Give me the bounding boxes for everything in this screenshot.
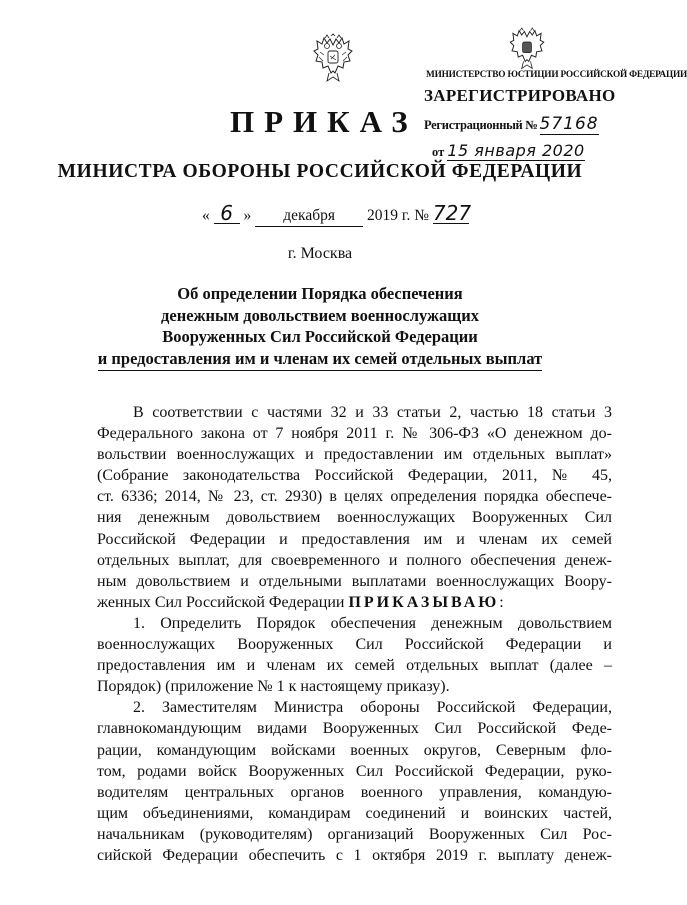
order-number: 727 (432, 201, 472, 225)
heading-line: денежным довольствием военнослужащих (161, 305, 479, 325)
date-open-quote: « (202, 207, 210, 224)
order-date-line (202, 201, 472, 227)
order-clause-suffix: : (499, 593, 504, 611)
body-line: сийской Федерации обеспечить с 1 октября 2019 г. выплату денеж- (97, 846, 612, 864)
order-year: 2019 г. (367, 207, 411, 224)
body-line: рации, командующим войсками военных округов, Северным фло- (97, 741, 612, 759)
body-line: отдельных выплат, для своевременного и полного обеспечения денеж- (97, 551, 612, 569)
body-line-order-clause (97, 592, 612, 613)
stamp-number-value: 57168 (539, 114, 599, 134)
order-day: 6 (214, 203, 240, 224)
coat-of-arms-emblem (313, 35, 353, 85)
body-line: начальникам (руководителям) организаций Вооруженных Сил Рос- (97, 825, 612, 843)
order-clause-prefix: женных Сил Российской Федерации (97, 593, 349, 611)
document-title: ПРИКАЗ (230, 104, 418, 139)
order-word: ПРИКАЗЫВАЮ (348, 593, 500, 611)
body-line: вольствии военнослужащих и предоставлении им отдельных выплат» (97, 446, 612, 464)
stamp-date-line (432, 141, 585, 160)
stamp-number-label: Регистрационный № (424, 118, 538, 132)
order-month: декабря (255, 206, 363, 227)
body-line: водителям центральных органов военного управления, командую- (97, 783, 612, 801)
order-city: г. Москва (287, 245, 353, 262)
body-line: 1. Определить Порядок обеспечения денежным довольствием (133, 614, 612, 632)
stamp-date-label: от (432, 145, 445, 159)
stamp-date-value: 15 января 2020 (447, 141, 585, 160)
body-line: предоставления им и членам их семей отдельных выплат (далее – (97, 657, 612, 675)
stamp-status: ЗАРЕГИСТРИРОВАНО (424, 86, 616, 105)
stamp-registration-number-line (424, 114, 599, 134)
body-line: том, родами войск Вооруженных Сил Российской Федерации, руко- (97, 762, 612, 780)
stamp-emblem-icon (508, 28, 546, 72)
body-line: Российской Федерации и предоставления им и членам их семей (97, 530, 612, 548)
body-line: Порядок) (приложение № 1 к настоящему приказу). (97, 678, 450, 696)
stamp-ministry: МИНИСТЕРСТВО ЮСТИЦИИ РОССИЙСКОЙ ФЕДЕРАЦИИ (426, 70, 687, 80)
order-number-sign: № (414, 207, 430, 224)
heading-line: Вооруженных Сил Российской Федерации (162, 327, 478, 346)
body-line: (Собрание законодательства Российской Федерации, 2011, № 45, (97, 467, 612, 485)
date-close-quote: » (243, 207, 252, 224)
order-body (97, 402, 612, 866)
heading-line: и предоставления им и членам их семей отдельных выплат (98, 348, 543, 372)
body-line: ния денежным довольствием военнослужащих Вооруженных Сил (97, 509, 612, 527)
body-line: главнокомандующим видами Вооруженных Сил Российской Феде- (97, 720, 612, 738)
heading-line: Об определении Порядка обеспечения (177, 284, 463, 303)
order-heading (0, 283, 640, 371)
document-issuer: МИНИСТРА ОБОРОНЫ РОССИЙСКОЙ ФЕДЕРАЦИИ (57, 161, 583, 182)
body-line: ным довольствием и отдельными выплатами военнослужащих Воору- (97, 572, 612, 590)
body-line: ст. 6336; 2014, № 23, ст. 2930) в целях определения порядка обеспече- (97, 488, 612, 506)
body-line: В соответствии с частями 32 и 33 статьи 2, частью 18 статьи 3 (133, 404, 612, 421)
body-line: щим объединениями, командирам соединений и воинских частей, (97, 804, 612, 822)
body-line: 2. Заместителям Министра обороны Российской Федерации, (133, 699, 612, 717)
body-line: Федерального закона от 7 ноября 2011 г. № 306-ФЗ «О денежном до- (97, 425, 612, 443)
body-line: военнослужащих Вооруженных Сил Российской Федерации и (97, 636, 612, 654)
